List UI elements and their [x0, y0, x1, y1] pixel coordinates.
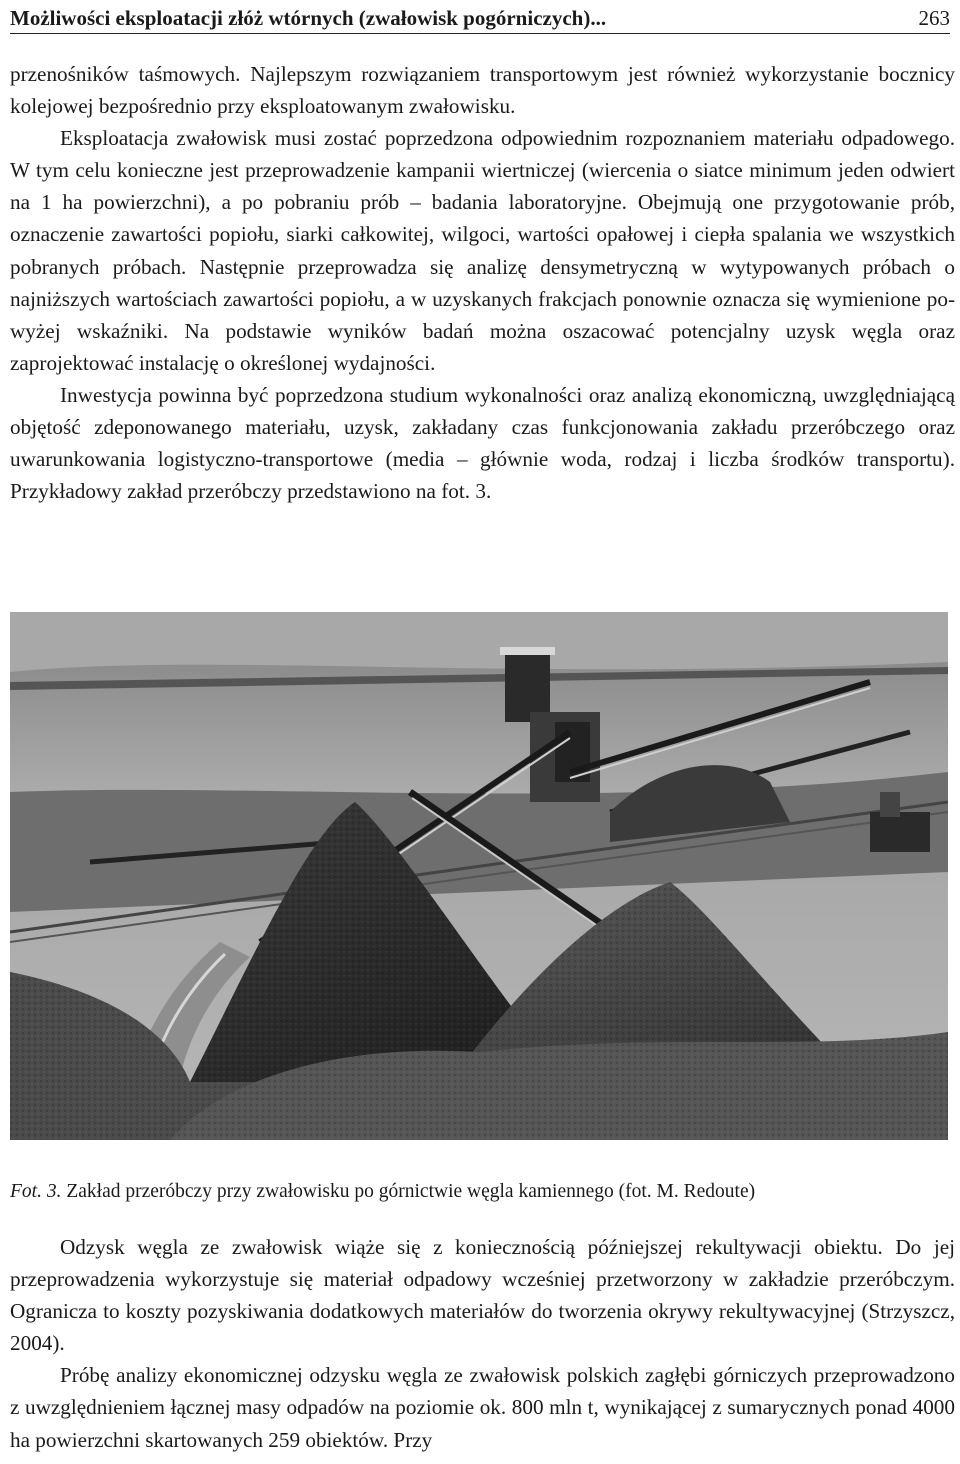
running-header	[10, 0, 950, 34]
paragraph: Eksploatacja zwałowisk musi zostać poprzedzona odpowiednim rozpoznaniem materiału odpadowego. W tym celu konieczne jest przeprowadzenie kampanii wiertniczej (wiercenia o siatce minimum jeden odwiert na 1 ha powierzchni), a po pobraniu prób – badania laboratoryjne. Obejmują one przygotowanie prób, oznaczenie zawartości popiołu, siarki całkowitej, wilgoci, wartości opałowej i ciepła spalania we wszystkich pobranych próbach. Następnie przeprowadza się analizę densymetryczną w wytypowanych próbach o najniższych wartościach zawartości popiołu, a w uzyskanych frakcjach ponownie oznacza się wymienione powyżej wskaźniki. Na podstawie wyników badań można oszacować potencjalny uzysk węgla oraz zaprojektować instalację o określonej wydajności.	[10, 126, 955, 375]
paragraph: Inwestycja powinna być poprzedzona studium wykonalności oraz analizą ekonomiczną, uwzględniającą objętość zdeponowanego materiału, uzysk, zakładany czas funkcjonowania zakładu przeróbczego oraz uwarunkowania logistyczno-transportowe (media – głównie woda, rodzaj i liczba środków transportu). Przykładowy zakład przeróbczy przedstawiono na fot. 3.	[10, 382, 955, 504]
page-number: 263	[918, 6, 950, 30]
coal-processing-plant-photo	[10, 612, 948, 1140]
figure-caption	[10, 1180, 955, 1204]
figure-caption-text: Zakład przeróbczy przy zwałowisku po górnictwie węgla kamiennego (fot. M. Redoute)	[66, 1181, 756, 1202]
paragraph: Próbę analizy ekonomicznej odzysku węgla ze zwałowisk polskich zagłębi górniczych przeprowadzono z uwzględnieniem łącznej masy odpadów na poziomie ok. 800 mln t, wynikającej z sumarycznych ponad 4000 ha powierzchni skartowanych 259 obiektów. Przy	[10, 1363, 955, 1452]
figure-photo	[10, 612, 948, 1140]
body-text-top	[10, 58, 955, 507]
figure-label: Fot. 3.	[10, 1181, 62, 1202]
running-title: Możliwości eksploatacji złóż wtórnych (zwałowisk pogórniczych)...	[10, 6, 607, 30]
paragraph: Odzysk węgla ze zwałowisk wiąże się z koniecznością późniejszej rekultywacji obiektu. Do jej przeprowadzenia wykorzystuje się materiał odpadowy wcześniej przetworzony w zakładzie przeróbczym. Ogranicza to koszty pozyskiwania dodatkowych materiałów do tworzenia okrywy rekultywacyjnej (Strzyszcz, 2004).	[10, 1235, 955, 1356]
body-text-bottom	[10, 1231, 955, 1456]
paragraph: przenośników taśmowych. Najlepszym rozwiązaniem transportowym jest również wykorzystanie bocznicy kolejowej bezpośrednio przy eksploatowanym zwałowisku.	[10, 62, 955, 119]
